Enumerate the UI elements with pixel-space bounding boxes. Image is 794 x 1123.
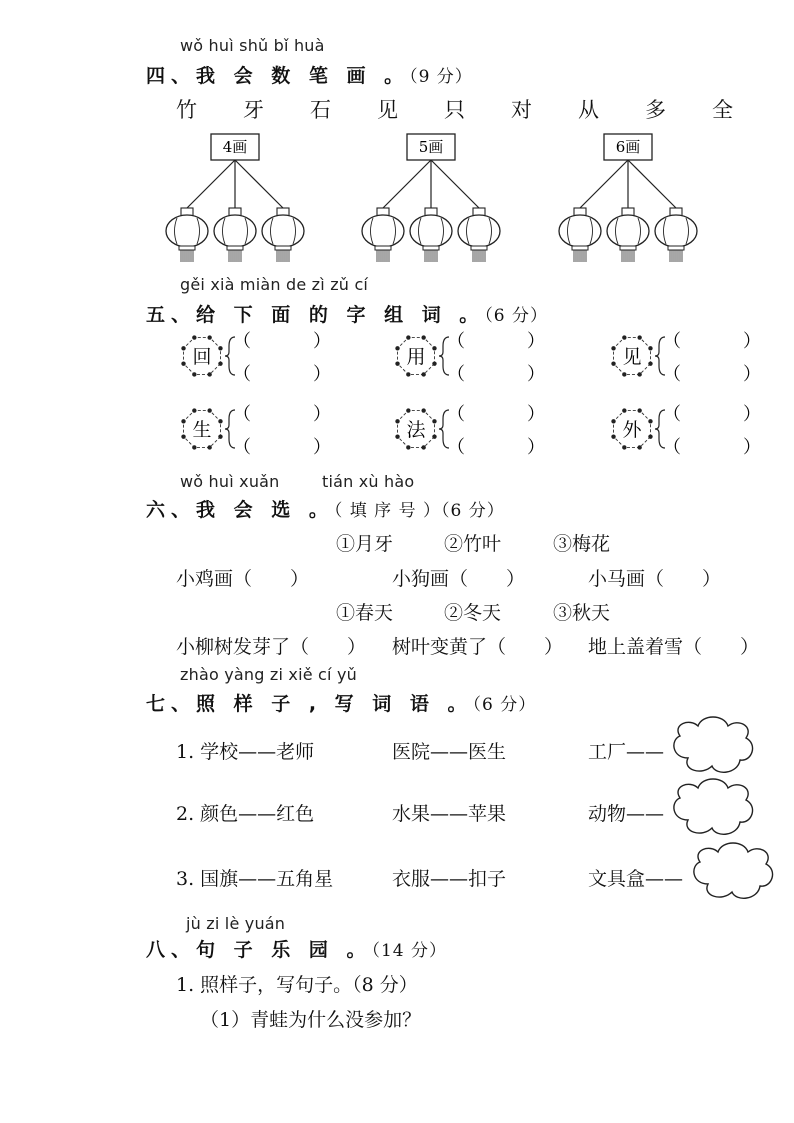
s7-row3-example: 3. 国旗——五角星 (176, 868, 334, 890)
word-group-见 (611, 331, 761, 385)
svg-text:（: （ (447, 404, 465, 425)
svg-text:（: （ (447, 437, 465, 458)
s6-question-willow[interactable]: 小柳树发芽了（ ） (176, 636, 367, 658)
svg-text:）: ） (527, 364, 545, 385)
s4-score: （9 分） (409, 67, 473, 87)
s6-question-dog[interactable]: 小狗画（ ） (392, 568, 526, 590)
s7-row2-example: 2. 颜色——红色 (176, 803, 315, 825)
svg-text:（: （ (233, 364, 251, 385)
s6-option-3: ③梅花 (553, 533, 611, 555)
stroke-count-label: 4画 (222, 138, 248, 156)
s6-question-leaves[interactable]: 树叶变黄了（ ） (392, 636, 564, 658)
svg-text:）: ） (743, 437, 761, 458)
word-group-char: 用 (406, 346, 426, 368)
word-answer-slot[interactable] (447, 437, 545, 458)
stroke-count-group-1 (166, 134, 304, 262)
svg-text:（: （ (447, 364, 465, 385)
s7-row1-example: 1. 学校——老师 (176, 741, 315, 763)
word-answer-slot[interactable] (233, 331, 331, 352)
stroke-count-group-3 (559, 134, 697, 262)
s6-question-horse[interactable]: 小马画（ ） (588, 568, 722, 590)
s7-row1-prompt: 工厂—— (588, 741, 665, 763)
word-group-外 (611, 404, 761, 458)
s4-char: 多 (645, 98, 666, 122)
s4-char: 见 (377, 98, 398, 122)
s4-pinyin: wǒ huì shǔ bǐ huà (180, 36, 325, 55)
word-answer-slot[interactable] (663, 437, 761, 458)
s8-pinyin: jù zi lè yuán (186, 914, 286, 933)
stroke-count-group-2 (362, 134, 500, 262)
s5-score: （6 分） (484, 306, 549, 326)
s4-char: 对 (511, 98, 532, 122)
lantern-answer-slot[interactable] (559, 208, 601, 262)
svg-text:（: （ (663, 364, 681, 385)
s6-option-winter: ②冬天 (444, 602, 502, 624)
stroke-count-label: 6画 (615, 138, 641, 156)
word-answer-slot[interactable] (663, 404, 761, 425)
s4-char: 石 (310, 98, 331, 122)
svg-text:（: （ (447, 331, 465, 352)
word-answer-slot[interactable] (233, 404, 331, 425)
s7-pinyin: zhào yàng zi xiě cí yǔ (180, 665, 357, 684)
word-answer-slot[interactable] (447, 364, 545, 385)
s8-heading (146, 935, 447, 962)
svg-text:（: （ (233, 437, 251, 458)
word-answer-slot[interactable] (663, 364, 761, 385)
lantern-answer-slot[interactable] (262, 208, 304, 262)
s6-question-snow[interactable]: 地上盖着雪（ ） (588, 636, 760, 658)
svg-text:）: ） (313, 404, 331, 425)
s6-title: 六、我 会 选 。 (146, 499, 334, 521)
lantern-answer-slot[interactable] (607, 208, 649, 262)
s8-subquestion-1: 1. 照样子，写句子。（8 分） (176, 974, 418, 996)
lantern-diagram (0, 0, 794, 280)
s7-row2-prompt: 动物—— (588, 803, 665, 825)
svg-text:）: ） (743, 404, 761, 425)
s8-title: 八、句 子 乐 园 。 (146, 939, 372, 961)
s8-score: （14 分） (371, 941, 448, 961)
s4-char: 从 (578, 98, 599, 122)
s8-subquestion-1-1: （1）青蛙为什么没参加？ (200, 1009, 422, 1031)
word-group-用 (395, 331, 545, 385)
svg-text:（: （ (663, 437, 681, 458)
word-group-法 (395, 404, 545, 458)
s7-title: 七、照 样 子 , 写 词 语 。 (146, 693, 473, 715)
lantern-answer-slot[interactable] (166, 208, 208, 262)
word-answer-slot[interactable] (233, 364, 331, 385)
s5-title: 五、给 下 面 的 字 组 词 。 (146, 304, 485, 326)
s7-row3-prompt: 文具盒—— (588, 868, 684, 890)
word-answer-slot[interactable] (233, 437, 331, 458)
word-group-char: 生 (192, 419, 212, 441)
s5-heading (146, 300, 548, 327)
word-group-char: 见 (622, 346, 642, 368)
svg-text:）: ） (313, 437, 331, 458)
svg-text:）: ） (743, 331, 761, 352)
s6-pinyin-1: wǒ huì xuǎn (180, 472, 280, 491)
svg-text:（: （ (663, 404, 681, 425)
svg-text:）: ） (527, 404, 545, 425)
word-group-生 (181, 404, 331, 458)
s6-option-2: ②竹叶 (444, 533, 502, 555)
s4-char: 全 (712, 98, 733, 122)
s4-char: 只 (444, 98, 465, 122)
svg-text:（: （ (663, 331, 681, 352)
s5-pinyin: gěi xià miàn de zì zǔ cí (180, 275, 369, 294)
lantern-answer-slot[interactable] (458, 208, 500, 262)
s6-option-1: ①月牙 (336, 533, 394, 555)
s6-pinyin-2: tián xù hào (322, 472, 415, 491)
svg-text:）: ） (313, 364, 331, 385)
lantern-answer-slot[interactable] (410, 208, 452, 262)
lantern-answer-slot[interactable] (655, 208, 697, 262)
word-group-回 (181, 331, 331, 385)
s4-char: 牙 (243, 98, 264, 122)
lantern-answer-slot[interactable] (362, 208, 404, 262)
word-group-char: 外 (622, 419, 642, 441)
svg-text:（: （ (233, 331, 251, 352)
s7-row3-pair: 衣服——扣子 (392, 868, 507, 890)
cloud-answer-box-2[interactable] (674, 779, 753, 834)
word-group-char: 法 (406, 419, 426, 441)
stroke-count-label: 5画 (418, 138, 444, 156)
word-answer-slot[interactable] (447, 404, 545, 425)
lantern-answer-slot[interactable] (214, 208, 256, 262)
s7-score: （6 分） (472, 695, 537, 715)
s7-heading (146, 689, 536, 716)
svg-text:）: ） (527, 437, 545, 458)
s7-row2-pair: 水果——苹果 (392, 803, 507, 825)
word-answer-slot[interactable] (447, 331, 545, 352)
cloud-answer-box-3[interactable] (694, 843, 773, 898)
s4-title: 四、我 会 数 笔 画 。 (146, 65, 410, 87)
s6-score: （ 填 序 号 ）（6 分） (333, 501, 505, 521)
cloud-answer-box-1[interactable] (674, 717, 753, 772)
svg-text:）: ） (743, 364, 761, 385)
svg-text:）: ） (527, 331, 545, 352)
s6-heading (146, 495, 505, 522)
word-answer-slot[interactable] (663, 331, 761, 352)
s6-option-autumn: ③秋天 (553, 602, 611, 624)
s6-question-chick[interactable]: 小鸡画（ ） (176, 568, 310, 590)
s6-option-spring: ①春天 (336, 602, 394, 624)
svg-text:）: ） (313, 331, 331, 352)
s5-word-groups (0, 325, 794, 465)
word-group-char: 回 (192, 346, 212, 368)
s7-row1-pair: 医院——医生 (392, 741, 507, 763)
svg-text:（: （ (233, 404, 251, 425)
s4-char: 竹 (176, 98, 197, 122)
